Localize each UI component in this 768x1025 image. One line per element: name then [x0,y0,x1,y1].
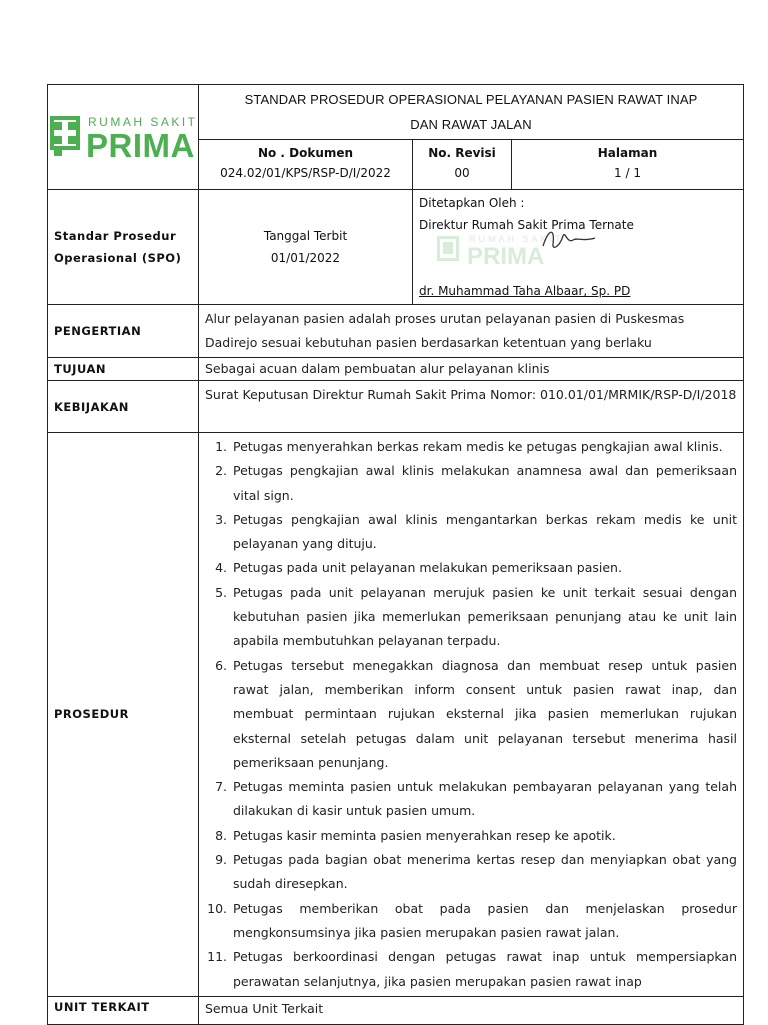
direktur-title: Direktur Rumah Sakit Prima Ternate [419,218,634,232]
title-line-2: DAN RAWAT JALAN [410,117,532,132]
halaman-cell [512,140,744,190]
halaman-label: Halaman [597,146,658,160]
prosedur-step: 8. Petugas kasir meminta pasien menyerahkan resep ke apotik. [231,824,737,848]
prosedur-step: 9. Petugas pada bagian obat menerima kertas resep dan menyiapkan obat yang sudah diresepkan. [231,848,737,897]
no-revisi-cell [413,140,512,190]
signature [539,224,599,254]
ditetapkan-cell [413,190,744,305]
tujuan-text: Sebagai acuan dalam pembuatan alur pelayanan klinis [199,358,744,381]
prosedur-step: 5. Petugas pada unit pelayanan merujuk pasien ke unit terkait sesuai dengan kebutuhan pasien jika memerlukan pemeriksaan penunjang atau ke unit lain apabila membutuhkan pelayanan terpadu. [231,581,737,654]
prosedur-list [205,435,737,994]
kebijakan-label: KEBIJAKAN [48,381,199,433]
kebijakan-text: Surat Keputusan Direktur Rumah Sakit Prima Nomor: 010.01/01/MRMIK/RSP-D/I/2018 [199,381,744,433]
prosedur-step: 10. Petugas memberikan obat pada pasien dan menjelaskan prosedur mengkonsumsinya jika pasien merupakan pasien rawat jalan. [231,897,737,946]
watermark-big-text: PRIMA [467,243,545,270]
no-dokumen-label: No . Dokumen [257,146,354,160]
spo-document-table [47,84,744,1025]
ditetapkan-oleh: Ditetapkan Oleh : [419,196,525,210]
prosedur-step: 6. Petugas tersebut menegakkan diagnosa dan membuat resep untuk pasien rawat jalan, memberikan inform consent untuk pasien rawat inap, dan membuat permintaan rujukan eksternal jika pasien memerlukan rujukan eksternal setelah petugas dalam unit pelayanan tersebut menerima hasil pemeriksaan penunjang. [231,654,737,775]
watermark-small-text: RUMAH SAKIT [469,234,564,244]
pengertian-label: PENGERTIAN [48,305,199,358]
logo-big-text: PRIMA [86,126,195,164]
document-title [199,85,744,140]
tanggal-terbit-cell [199,190,413,305]
prosedur-step: 11. Petugas berkoordinasi dengan petugas rawat inap untuk mempersiapkan perawatan selanjutnya, jika pasien merupakan pasien rawat inap [231,945,737,994]
prosedur-step: 2. Petugas pengkajian awal klinis melakukan anamnesa awal dan pemeriksaan vital sign. [231,459,737,508]
tanggal-terbit-label: Tanggal Terbit [263,229,348,243]
prosedur-step: 7. Petugas meminta pasien untuk melakukan pembayaran pelayanan yang telah dilakukan di kasir untuk pasien umum. [231,775,737,824]
no-dokumen-value: 024.02/01/KPS/RSP-D/I/2022 [220,166,391,180]
no-revisi-value: 00 [454,166,470,180]
prosedur-step: 4. Petugas pada unit pelayanan melakukan pemeriksaan pasien. [231,556,737,580]
spo-label-line-1: Standar Prosedur [54,229,177,243]
prosedur-content [199,433,744,997]
halaman-value: 1 / 1 [614,166,641,180]
tanggal-terbit-value: 01/01/2022 [270,251,341,265]
hospital-logo-cell [48,85,199,190]
pengertian-text: Alur pelayanan pasien adalah proses urutan pelayanan pasien di Puskesmas Dadirejo sesuai kebutuhan pasien berdasarkan ketentuan yang berlaku [199,305,744,358]
prosedur-label: PROSEDUR [48,433,199,997]
tujuan-label: TUJUAN [48,358,199,381]
signatory-name: dr. Muhammad Taha Albaar, Sp. PD [419,284,631,298]
spo-label-line-2: Operasional (SPO) [54,251,182,265]
prosedur-step: 3. Petugas pengkajian awal klinis mengantarkan berkas rekam medis ke unit pelayanan yang dituju. [231,508,737,557]
unit-terkait-text: Semua Unit Terkait [199,996,744,1024]
no-revisi-label: No. Revisi [428,146,496,160]
rumah-sakit-prima-logo [48,96,197,176]
title-line-1: STANDAR PROSEDUR OPERASIONAL PELAYANAN PASIEN RAWAT INAP [244,92,698,107]
logo-small-text: RUMAH SAKIT [88,114,197,129]
unit-terkait-label: UNIT TERKAIT [48,996,199,1024]
no-dokumen-cell [199,140,413,190]
spo-label-cell [48,190,199,305]
prosedur-step: 1. Petugas menyerahkan berkas rekam medis ke petugas pengkajian awal klinis. [231,435,737,459]
